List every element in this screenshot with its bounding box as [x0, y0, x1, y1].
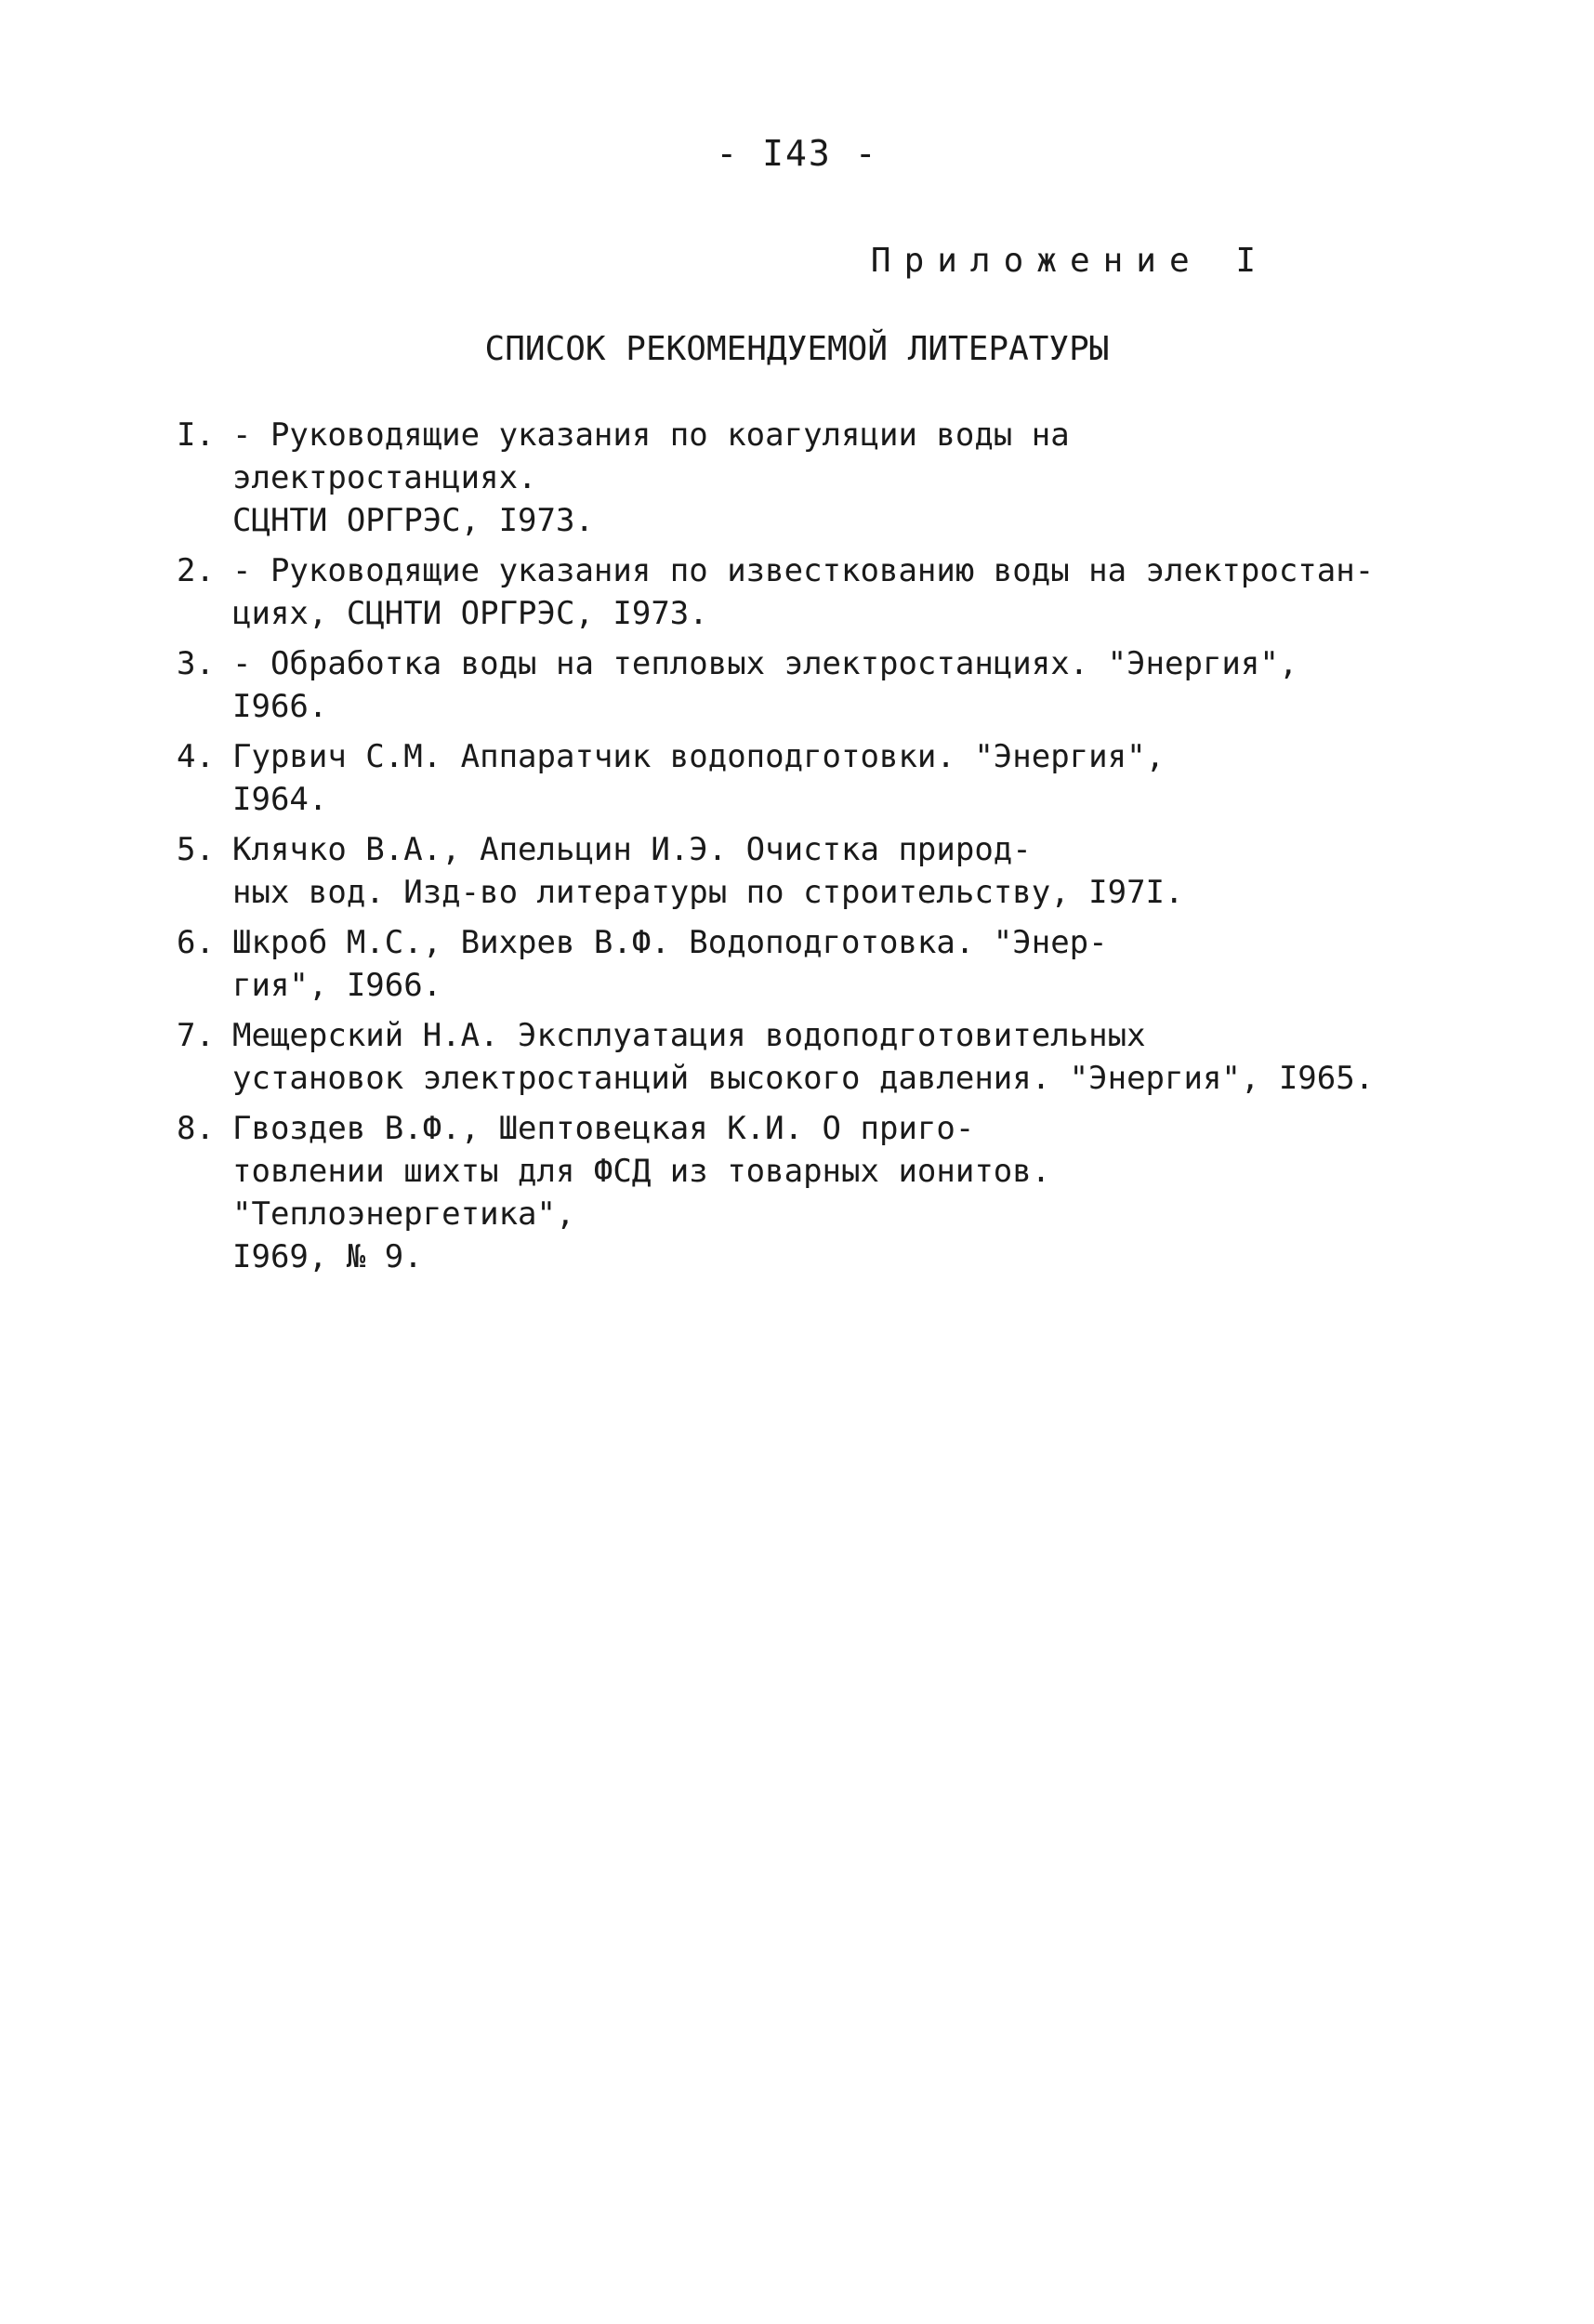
reference-item — [177, 642, 1385, 728]
reference-text: Шкроб М.С., Вихрев В.Ф. Водоподготовка. "Энер- гия", I966. — [232, 924, 1108, 1004]
reference-number: 2. — [177, 552, 215, 589]
reference-number: 8. — [177, 1110, 215, 1147]
reference-text: - Обработка воды на тепловых электростанциях. "Энергия", I966. — [232, 645, 1298, 725]
reference-item — [177, 414, 1385, 542]
reference-item — [177, 549, 1385, 635]
reference-number: I. — [177, 416, 215, 454]
reference-item — [177, 921, 1385, 1007]
reference-number: 7. — [177, 1017, 215, 1054]
reference-item — [177, 1107, 1385, 1278]
appendix-label: Приложение I — [870, 242, 1269, 280]
reference-text: Мещерский Н.А. Эксплуатация водоподготовительных установок электростанций высокого давления. "Энергия", I965. — [232, 1017, 1375, 1097]
reference-text: Гурвич С.М. Аппаратчик водоподготовки. "Энергия", I964. — [232, 738, 1166, 818]
reference-text: Клячко В.А., Апельцин И.Э. Очистка природ- ных вод. Изд-во литературы по строительству, I97I. — [232, 831, 1184, 911]
reference-number: 5. — [177, 831, 215, 868]
list-title: СПИСОК РЕКОМЕНДУЕМОЙ ЛИТЕРАТУРЫ — [484, 330, 1110, 368]
reference-number: 6. — [177, 924, 215, 961]
reference-number: 4. — [177, 738, 215, 775]
reference-item — [177, 1014, 1385, 1100]
reference-text: Гвоздев В.Ф., Шептовецкая К.И. О приго- товлении шихты для ФСД из товарных ионитов. "Теплоэнергетика", I969, № 9. — [232, 1110, 1051, 1275]
reference-item — [177, 735, 1385, 821]
reference-number: 3. — [177, 645, 215, 682]
reference-list — [177, 414, 1385, 1286]
reference-text: - Руководящие указания по коагуляции воды на электростанциях. СЦНТИ ОРГРЭС, I973. — [232, 416, 1070, 539]
page-number: - I43 - — [716, 133, 878, 174]
reference-text: - Руководящие указания по известкованию воды на электростан- циях, СЦНТИ ОРГРЭС, I973. — [232, 552, 1375, 632]
reference-item — [177, 828, 1385, 914]
